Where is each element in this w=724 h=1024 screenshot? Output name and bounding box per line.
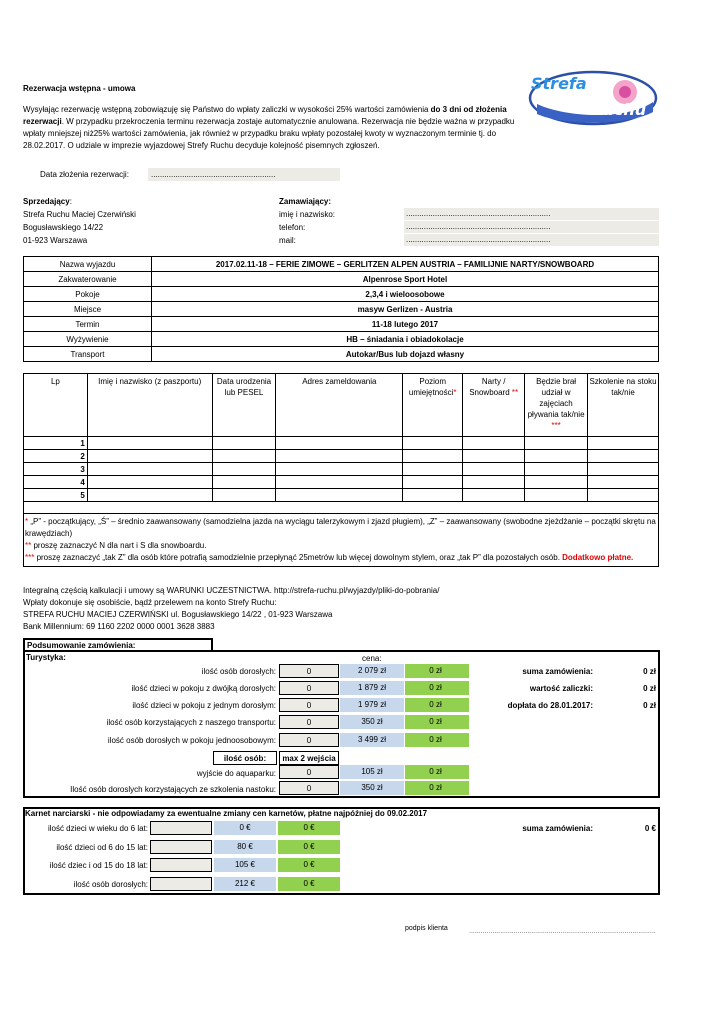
skipass-price: 212 €: [214, 877, 276, 891]
seller-heading-colon: :: [69, 197, 72, 206]
extra-row-label: Ilość osób doroslych korzystających ze szkolenia nastoku:: [70, 785, 276, 794]
participant-row: [24, 489, 659, 502]
summary-heading: Podsumowanie zamówienia:: [23, 638, 213, 652]
trip-label: Pokoje: [24, 287, 152, 302]
extra-row-label: wyjście do aquaparku:: [196, 769, 276, 778]
participant-cell[interactable]: [212, 437, 276, 450]
skipass-heading: Karnet narciarski - nie odpowiadamy za ewentualne zmiany cen karnetów, płatne najpóźniej do 09.02.2017: [25, 809, 428, 818]
col-level-mark: *: [453, 388, 457, 397]
col-ski: [463, 374, 525, 437]
trip-row: [24, 332, 659, 347]
participant-cell[interactable]: [403, 463, 463, 476]
skipass-total: 0 €: [278, 840, 340, 854]
summary-price-header: cena:: [362, 654, 382, 663]
note-pool-text: proszę zaznaczyć „tak Z” dla osób które potrafią samodzielnie przepłynąć 25metrów lub więcej dowolnym stylem, oraz „tak P” dla pozostałych osób.: [34, 553, 563, 562]
terms-line-1: Integralną częścią kalkulacji i umowy są WARUNKI UCZESTNICTWA. http://strefa-ruchu.pl/wyjazdy/pliki-do-pobrania/: [23, 586, 440, 595]
participant-cell[interactable]: [588, 489, 659, 502]
trip-row: [24, 257, 659, 272]
extra-qty-field[interactable]: 0: [279, 765, 339, 779]
participant-cell[interactable]: [212, 476, 276, 489]
trip-label: Nazwa wyjazdu: [24, 257, 152, 272]
summary-row-label: ilość osób korzystających z naszego transportu:: [106, 718, 276, 727]
skipass-qty-field[interactable]: [150, 821, 212, 835]
col-school: Szkolenie na stoku tak/nie: [588, 374, 659, 437]
participant-cell[interactable]: [212, 463, 276, 476]
participant-row: [24, 476, 659, 489]
extra-total: 0 zł: [405, 781, 469, 795]
buyer-name-label: imię i nazwisko:: [279, 210, 336, 219]
trip-value: masyw Gerlizen - Austria: [152, 302, 659, 317]
total-value: 0 zł: [643, 667, 656, 676]
trip-label: Miejsce: [24, 302, 152, 317]
trip-label: Transport: [24, 347, 152, 362]
participant-cell[interactable]: [87, 463, 212, 476]
reservation-date-label: Data złożenia rezerwacji:: [40, 170, 129, 179]
col-birth: Data urodzenia lub PESEL: [212, 374, 276, 437]
note-ski-mark: **: [25, 541, 32, 550]
extras-qty-header: ilość osób:: [213, 751, 277, 765]
seller-block: [23, 195, 136, 247]
col-pool-text: Będzie brał udział w zajęciach pływania tak/nie: [527, 377, 585, 419]
extra-qty-field[interactable]: 0: [279, 781, 339, 795]
summary-total: 0 zł: [405, 715, 469, 729]
participant-cell[interactable]: [276, 489, 403, 502]
terms-line-2: Wpłaty dokonuje się osobiście, bądź przelewem na konto Strefy Ruchu:: [23, 598, 277, 607]
participant-cell[interactable]: [463, 489, 525, 502]
trip-value: HB – śniadania i obiadokolacje: [152, 332, 659, 347]
note-pool-extra: Dodatkowo płatne.: [562, 553, 634, 562]
summary-qty-field[interactable]: 0: [279, 698, 339, 712]
buyer-name-field[interactable]: .................................................................: [404, 208, 659, 220]
summary-row-label: ilość osób dorosłych:: [201, 667, 276, 676]
participant-cell[interactable]: [463, 463, 525, 476]
note-level-mark: *: [25, 517, 29, 526]
summary-total: 0 zł: [405, 733, 469, 747]
summary-tour-label: Turystyka:: [26, 653, 66, 662]
seller-city: 01-923 Warszawa: [23, 236, 88, 245]
total-label: dopłata do 28.01.2017:: [507, 701, 593, 710]
summary-row-label: ilość dzieci w pokoju z jednym dorosłym:: [132, 701, 276, 710]
skipass-row-label: ilość dziec i od 15 do 18 lat:: [49, 861, 148, 870]
trip-label: Termin: [24, 317, 152, 332]
participant-cell[interactable]: [403, 437, 463, 450]
summary-price: 350 zł: [340, 715, 404, 729]
skipass-qty-field[interactable]: [150, 840, 212, 854]
extra-total: 0 zł: [405, 765, 469, 779]
skipass-row-label: ilość dzieci od 6 do 15 lat:: [56, 843, 148, 852]
skipass-total: 0 €: [278, 821, 340, 835]
participant-cell[interactable]: [212, 450, 276, 463]
participant-cell[interactable]: [276, 437, 403, 450]
note-level-text: „P” - początkujący, „Ś” – średnio zaawansowany (samodzielna jazda na wyciągu talerzykowym i zjazd pługiem), „Z” – zaawansowany (swobodne zjeżdżanie – początki skrętu na krawędziach): [25, 517, 656, 538]
total-value: 0 zł: [643, 684, 656, 693]
summary-qty-field[interactable]: 0: [279, 681, 339, 695]
summary-total: 0 zł: [405, 698, 469, 712]
extra-price: 350 zł: [340, 781, 404, 795]
skipass-price: 80 €: [214, 840, 276, 854]
col-ski-text: Narty / Snowboard: [469, 377, 512, 397]
participant-row: [24, 463, 659, 476]
extra-price: 105 zł: [340, 765, 404, 779]
participant-cell[interactable]: [525, 450, 588, 463]
intro-text-2: . W przypadku przekroczenia terminu rezerwacja zostaje automatycznie anulowana. Rezerwacja nie będzie ważna w przypadku wpłaty mniejszej niż25% wartości zamówienia, jak również w przypadku braku wpłaty pozostałej kwoty w wyznaczonym terminie tj. do 28.02.2017. O udziale w imprezie wyjazdowej Strefy Ruchu decyduje kolejność pisemnych zgłoszeń.: [23, 117, 515, 150]
skipass-price: 0 €: [214, 821, 276, 835]
participants-header-row: [24, 374, 659, 437]
participant-cell[interactable]: [403, 489, 463, 502]
intro-text-1: Wysyłając rezerwację wstępną zobowiązuję się Państwo do wpłaty zaliczki w wysokości 25% wartości zamówienia: [23, 105, 431, 114]
summary-row-label: ilość dzieci w pokoju z dwójką dorosłych:: [131, 684, 276, 693]
skipass-sum-value: 0 €: [644, 824, 656, 833]
participant-cell[interactable]: [403, 476, 463, 489]
terms-line-3: STREFA RUCHU MACIEJ CZERWIŃSKI ul. Bogusławskiego 14/22 , 01-923 Warszawa: [23, 610, 333, 619]
col-lp: Lp: [24, 374, 88, 437]
summary-price: 1 879 zł: [340, 681, 404, 695]
participant-number: 3: [24, 463, 88, 476]
seller-heading: Sprzedający: [23, 197, 70, 206]
col-ski-mark: **: [511, 388, 519, 397]
trip-value: 2017.02.11-18 – FERIE ZIMOWE – GERLITZEN ALPEN AUSTRIA – FAMILIJNIE NARTY/SNOWBOARD: [152, 257, 659, 272]
skipass-total: 0 €: [278, 877, 340, 891]
trip-row: [24, 287, 659, 302]
trip-value: 11-18 lutego 2017: [152, 317, 659, 332]
col-level: [403, 374, 463, 437]
document-title: Rezerwacja wstępna - umowa: [23, 84, 136, 93]
summary-qty-field[interactable]: 0: [279, 733, 339, 747]
reservation-date-field[interactable]: ........................................................: [148, 168, 340, 181]
participant-cell[interactable]: [588, 476, 659, 489]
col-pool-mark: ***: [551, 421, 561, 430]
skipass-sum-label: suma zamówienia:: [522, 824, 593, 833]
participant-cell[interactable]: [463, 476, 525, 489]
note-ski-text: proszę zaznaczyć N dla nart i S dla snowboardu.: [31, 541, 207, 550]
trip-label: Wyżywienie: [24, 332, 152, 347]
note-pool-mark: ***: [25, 553, 35, 562]
intro-text-bold: do 3 dni od złożenia rezerwacji: [23, 105, 507, 126]
participants-table: [23, 373, 659, 567]
trip-row: [24, 302, 659, 317]
participant-cell[interactable]: [276, 476, 403, 489]
participant-cell[interactable]: [525, 437, 588, 450]
trip-row: [24, 272, 659, 287]
participant-cell[interactable]: [87, 489, 212, 502]
signature-line[interactable]: ................................................................................................: [469, 928, 656, 935]
skipass-qty-field[interactable]: [150, 877, 212, 891]
participant-row: [24, 437, 659, 450]
skipass-row-label: ilość osób dorosłych:: [73, 880, 148, 889]
seller-street: Bogusławskiego 14/22: [23, 223, 104, 232]
buyer-phone-label: telefon:: [279, 223, 306, 232]
summary-price: 2 079 zł: [340, 664, 404, 678]
participant-number: 1: [24, 437, 88, 450]
col-address: Adres zameldowania: [276, 374, 403, 437]
participant-cell[interactable]: [276, 450, 403, 463]
summary-total: 0 zł: [405, 681, 469, 695]
total-label: suma zamówienia:: [522, 667, 593, 676]
participant-cell[interactable]: [276, 463, 403, 476]
skipass-row-label: ilość dzieci w wieku do 6 lat:: [47, 824, 148, 833]
trip-row: [24, 317, 659, 332]
terms-line-4: Bank Millennium: 69 1160 2202 0000 0001 3628 3883: [23, 622, 215, 631]
buyer-block: [279, 195, 335, 247]
col-pool: [525, 374, 588, 437]
note-level: [25, 516, 657, 540]
trip-value: Autokar/Bus lub dojazd własny: [152, 347, 659, 362]
logo-text-ruchu: Ruchu: [591, 100, 647, 119]
total-value: 0 zł: [643, 701, 656, 710]
buyer-heading: Zamawiający:: [279, 197, 332, 206]
skipass-price: 105 €: [214, 858, 276, 872]
participant-row: [24, 450, 659, 463]
col-level-text: Poziom umiejętności: [408, 377, 454, 397]
note-ski: [25, 540, 657, 552]
total-label: wartość zaliczki:: [529, 684, 593, 693]
terms-block: [23, 585, 439, 633]
participant-cell[interactable]: [87, 450, 212, 463]
trip-value: Alpenrose Sport Hotel: [152, 272, 659, 287]
trip-row: [24, 347, 659, 362]
participant-cell[interactable]: [87, 476, 212, 489]
strefa-ruchu-logo: [527, 68, 659, 126]
note-pool: [25, 552, 657, 564]
participant-cell[interactable]: [588, 437, 659, 450]
participants-spacer-row: [24, 502, 659, 514]
skipass-qty-field[interactable]: [150, 858, 212, 872]
participant-cell[interactable]: [525, 476, 588, 489]
participant-number: 5: [24, 489, 88, 502]
participant-cell[interactable]: [212, 489, 276, 502]
trip-label: Zakwaterowanie: [24, 272, 152, 287]
participants-notes-row: [24, 514, 659, 567]
summary-qty-field[interactable]: 0: [279, 715, 339, 729]
participant-cell[interactable]: [525, 463, 588, 476]
signature-label: podpis klienta: [405, 925, 448, 932]
summary-total: 0 zł: [405, 664, 469, 678]
participant-cell[interactable]: [403, 450, 463, 463]
trip-value: 2,3,4 i wieloosobowe: [152, 287, 659, 302]
buyer-phone-field[interactable]: .................................................................: [404, 221, 659, 233]
trip-details-table: [23, 256, 659, 362]
participant-cell[interactable]: [463, 450, 525, 463]
participant-cell[interactable]: [588, 450, 659, 463]
notes-cell: [24, 514, 659, 567]
participant-cell[interactable]: [463, 437, 525, 450]
participant-cell[interactable]: [525, 489, 588, 502]
seller-name: Strefa Ruchu Maciej Czerwiński: [23, 210, 136, 219]
participant-cell[interactable]: [588, 463, 659, 476]
extras-limit-header: max 2 wejścia: [279, 751, 339, 765]
buyer-mail-field[interactable]: .................................................................: [404, 234, 659, 246]
participant-number: 4: [24, 476, 88, 489]
spacer-cell: [24, 502, 659, 514]
participant-number: 2: [24, 450, 88, 463]
summary-price: 3 499 zł: [340, 733, 404, 747]
summary-qty-field[interactable]: 0: [279, 664, 339, 678]
intro-paragraph: [23, 104, 533, 152]
summary-row-label: ilość osób dorosłych w pokoju jednoosobowym:: [107, 736, 276, 745]
participant-cell[interactable]: [87, 437, 212, 450]
logo-text-strefa: Strefa: [531, 74, 587, 93]
skipass-total: 0 €: [278, 858, 340, 872]
summary-price: 1 979 zł: [340, 698, 404, 712]
col-name: Imię i nazwisko (z paszportu): [87, 374, 212, 437]
buyer-mail-label: mail:: [279, 236, 296, 245]
